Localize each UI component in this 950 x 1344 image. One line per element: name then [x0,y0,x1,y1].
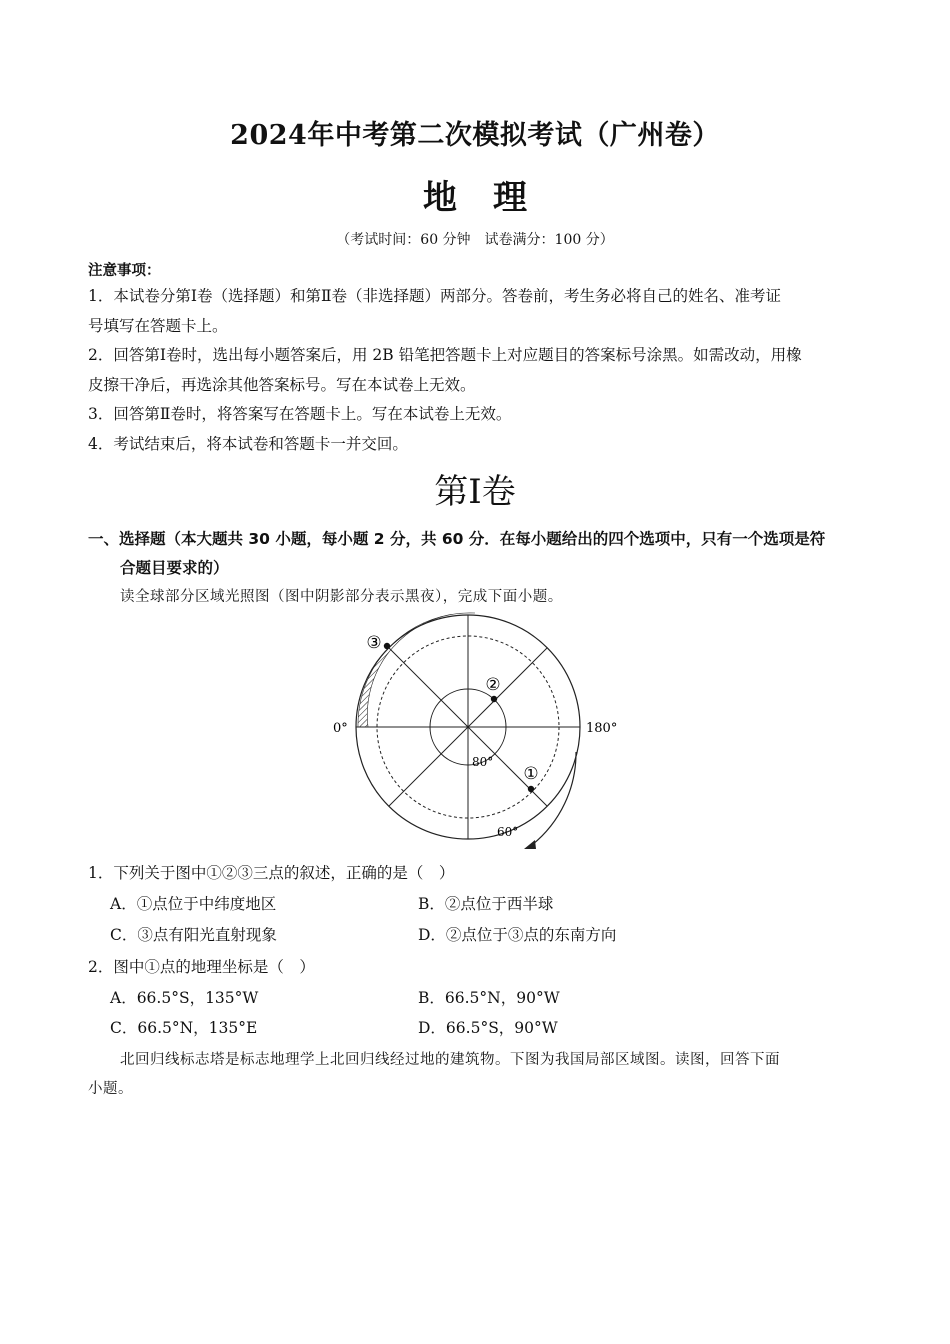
question-1-option-d: D．②点位于③点的东南方向 [418,926,617,944]
point-3-label: ③ [366,633,382,653]
notes-heading: 注意事项： [88,263,161,279]
illumination-diagram [330,608,620,853]
note-line-6: 4．考试结束后，将本试卷和答题卡一并交回。 [88,435,408,453]
exam-info: （考试时间：60 分钟 试卷满分：100 分） [336,232,614,248]
subject-title: 地理 [423,178,563,218]
note-line-5: 3．回答第Ⅱ卷时，将答案写在答题卡上。写在本试卷上无效。 [88,405,512,423]
note-line-2: 号填写在答题卡上。 [88,317,228,335]
question-1-option-c: C．③点有阳光直射现象 [110,926,277,944]
label-80-degree: 80° [472,755,494,769]
intro-text: 读全球部分区域光照图（图中阴影部分表示黑夜），完成下面小题。 [120,589,563,605]
exam-title: 2024年中考第二次模拟考试（广州卷） [230,120,720,151]
question-1-option-a: A．①点位于中纬度地区 [110,895,277,913]
label-180-degree: 180° [586,721,618,736]
note-line-1: 1．本试卷分第Ⅰ卷（选择题）和第Ⅱ卷（非选择题）两部分。答卷前，考生务必将自己的姓名、准考证 [88,287,782,305]
question-2-stem: 2．图中①点的地理坐标是（ ） [88,958,315,976]
note-line-4: 皮擦干净后，再选涂其他答案标号。写在本试卷上无效。 [88,376,476,394]
note-line-3: 2．回答第Ⅰ卷时，选出每小题答案后，用 2B 铅笔把答题卡上对应题目的答案标号涂黑。如需改动，用橡 [88,346,802,364]
question-2-option-b: B．66.5°N，90°W [418,989,560,1007]
question-1-stem: 1．下列关于图中①②③三点的叙述，正确的是（ ） [88,864,455,882]
label-0-degree: 0° [333,721,348,736]
section-heading-line-1: 一、选择题（本大题共 30 小题，每小题 2 分，共 60 分．在每小题给出的四个选项中，只有一个选项是符 [88,530,826,548]
night-shading [358,613,475,727]
intro-2-line-1: 北回归线标志塔是标志地理学上北回归线经过地的建筑物。下图为我国局部区域图。读图，回答下面 [120,1052,780,1068]
point-3-dot [384,643,390,649]
question-2-option-c: C．66.5°N，135°E [110,1019,258,1037]
section-heading-line-2: 合题目要求的） [120,559,229,577]
question-2-option-a: A．66.5°S，135°W [110,989,259,1007]
rotation-arrow-head-icon [524,840,536,849]
point-1-label: ① [523,764,539,784]
question-2-option-d: D．66.5°S，90°W [418,1019,558,1037]
label-60-degree: 60° [497,825,519,839]
question-1-option-b: B．②点位于西半球 [418,895,554,913]
volume-title: 第Ⅰ卷 [434,472,516,512]
point-1-dot [528,786,534,792]
point-2-dot [491,696,497,702]
point-2-label: ② [485,675,501,695]
intro-2-line-2: 小题。 [88,1081,133,1097]
